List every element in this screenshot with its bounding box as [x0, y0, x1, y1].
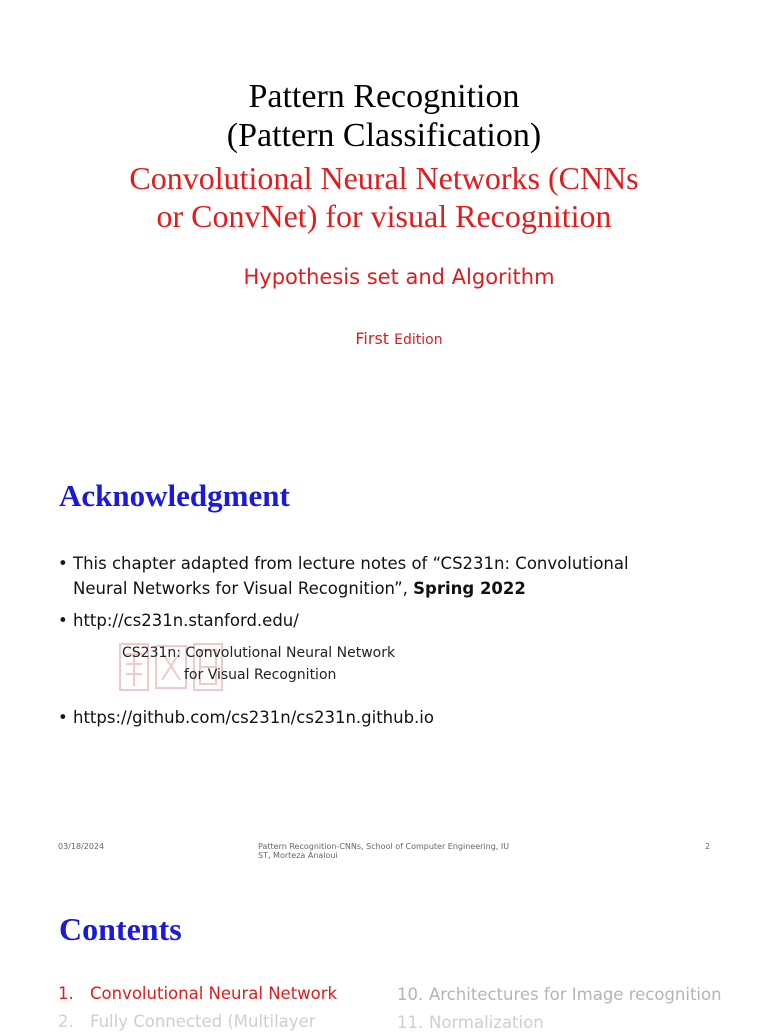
contents-item-1[interactable] — [58, 984, 337, 1003]
acknowledgment-heading: Acknowledgment — [59, 478, 290, 513]
contents-item-label: Convolutional Neural Network — [90, 984, 338, 1003]
contents-item-number: 1. — [58, 984, 74, 1003]
bullet-dot: • — [58, 708, 68, 727]
footer-page-number: 2 — [705, 842, 711, 851]
contents-item-number: 2. — [58, 1012, 74, 1031]
logo-line-1: CS231n: Convolutional Neural Network — [122, 645, 396, 661]
contents-item-2[interactable] — [58, 1012, 315, 1031]
footer-center — [258, 842, 509, 860]
footer-center-line-1: Pattern Recognition-CNNs, School of Computer Engineering, IU — [258, 842, 510, 851]
contents-item-10[interactable] — [397, 985, 722, 1004]
contents-item-label: Normalization — [429, 1013, 544, 1032]
contents-heading: Contents — [59, 911, 182, 947]
contents-item-number: 10. — [397, 985, 424, 1004]
bullet-dot: • — [58, 611, 68, 630]
logo-line-2: for Visual Recognition — [184, 667, 337, 683]
bullet-text-line-2: Neural Networks for Visual Recognition”, — [73, 579, 414, 598]
bullet-dot: • — [58, 554, 68, 573]
slide-title-line-2: (Pattern Classification) — [226, 117, 542, 154]
footer-date: 03/18/2024 — [58, 842, 105, 851]
bullet-item-github-link — [58, 705, 738, 730]
edition-label — [0, 329, 768, 348]
stanford-link[interactable]: http://cs231n.stanford.edu/ — [73, 611, 299, 630]
contents-item-11[interactable] — [397, 1013, 544, 1032]
slide-title-line-1: Pattern Recognition — [248, 78, 520, 115]
edition-first: First — [355, 329, 390, 348]
github-link[interactable]: https://github.com/cs231n/cs231n.github.io — [73, 708, 434, 727]
bullet-bold-term: Spring 2022 — [413, 579, 526, 598]
slide-subtitle: Hypothesis set and Algorithm — [243, 265, 555, 289]
bullet-item-adapted — [58, 551, 738, 601]
bullet-text-line-1: This chapter adapted from lecture notes of “CS231n: Convolutional — [73, 554, 629, 573]
contents-item-number: 11. — [397, 1013, 424, 1032]
footer-center-line-2: ST, Morteza Analoui — [258, 851, 338, 860]
slide-topic-line-2: or ConvNet) for visual Recognition — [156, 198, 612, 234]
bullet-item-stanford-link — [58, 608, 738, 633]
edition-word: Edition — [394, 332, 443, 348]
contents-item-label: Fully Connected (Multilayer — [90, 1012, 316, 1031]
slide-topic-line-1: Convolutional Neural Networks (CNNs — [129, 160, 639, 196]
cs231n-logo — [112, 636, 402, 696]
contents-item-label: Architectures for Image recognition — [429, 985, 722, 1004]
